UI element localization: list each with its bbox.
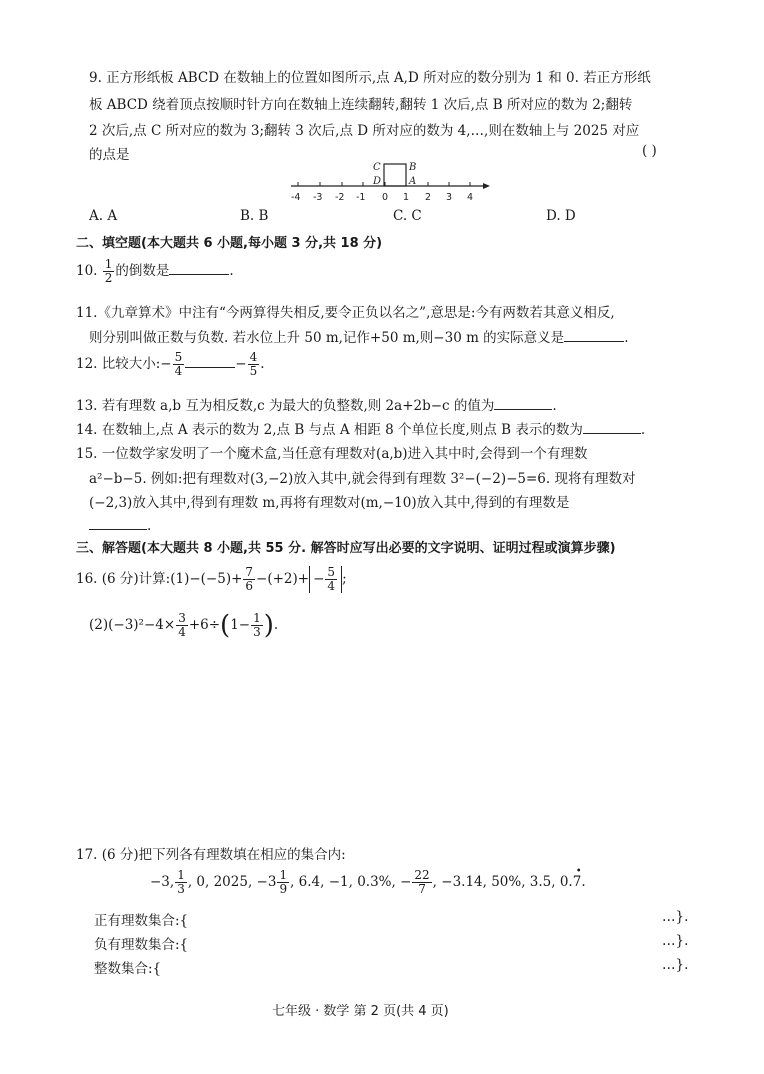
section-2-heading: 二、填空题(本大题共 6 小题,每小题 3 分,共 18 分) (76, 236, 383, 251)
tick-label: -4 (291, 192, 301, 203)
answer-blank[interactable] (169, 260, 229, 275)
tick-label: -3 (313, 192, 323, 203)
set-positive-end: …}. (662, 909, 689, 925)
tick-label: 4 (467, 192, 474, 203)
fraction: $\frac{1}{2}$ (104, 257, 113, 285)
tick-label: -2 (335, 192, 345, 203)
fraction: $\frac{3}{4}$ (178, 611, 186, 639)
label-B: B (409, 162, 417, 173)
q11-line2: 则分别叫做正数与负数. 若水位上升 50 m,记作+50 m,则−30 m 的实际意义是 . (89, 326, 628, 346)
number-line-figure (285, 160, 495, 206)
set-integer-input[interactable] (190, 957, 650, 973)
q9-line1: 9. 正方形纸板 ABCD 在数轴上的位置如图所示,点 A,D 所对应的数分别为 1 和 0. 若正方形纸 (89, 70, 651, 86)
q9-answer-bracket: ( ) (642, 143, 657, 159)
answer-blank[interactable] (494, 395, 552, 410)
q16-part1: 16. (6 分)计算:(1)−(−5)+ $\frac{7}{6}$ −(+2)+ − $\frac{5}{4}$ ; (76, 565, 347, 593)
arrow-right-icon (483, 183, 490, 189)
q11-line1: 11.《九章算术》中注有“今两算得失相反,要令正负以名之”,意思是:今有两数若其意义相反, (76, 305, 615, 321)
q15-line2: a²−b−5. 例如:把有理数对(3,−2)放入其中,就会得到有理数 3²−(−2)−5=6. 现将有理数对 (89, 471, 636, 487)
answer-blank[interactable] (564, 327, 624, 342)
q14: 14. 在数轴上,点 A 表示的数为 2,点 B 与点 A 相距 8 个单位长度,则点 B 表示的数为 . (76, 418, 645, 438)
repeating-digit: 7 • (572, 866, 582, 890)
tick-label: 1 (403, 192, 410, 203)
q9-line4: 的点是 (89, 147, 130, 163)
page-footer: 七年级 · 数学 第 2 页(共 4 页) (272, 1004, 449, 1019)
q15-line3: (−2,3)放入其中,得到有理数 m,再将有理数对(m,−10)放入其中,得到的有理数是 (89, 495, 570, 511)
tick-label: 3 (446, 192, 453, 203)
q13: 13. 若有理数 a,b 互为相反数,c 为最大的负整数,则 2a+2b−c 的值为 . (76, 394, 557, 414)
fraction: $\frac{22}{7}$ (414, 868, 430, 896)
q9-line2: 板 ABCD 绕着顶点按顺时针方向在数轴上连续翻转,翻转 1 次后,点 B 所对应的数为 2;翻转 (89, 97, 633, 113)
q15-line1: 15. 一位数学家发明了一个魔术盒,当任意有理数对(a,b)进入其中时,会得到一个有理数 (76, 446, 588, 462)
fraction: $\frac{1}{3}$ (177, 868, 185, 896)
set-positive-input[interactable] (215, 909, 655, 925)
section-3-heading: 三、解答题(本大题共 8 小题,共 55 分. 解答时应写出必要的文字说明、证明过程或演算步骤) (76, 541, 616, 556)
label-C: C (373, 162, 381, 173)
answer-blank[interactable] (89, 515, 147, 530)
q10: 10. $\frac{1}{2}$ 的倒数是 . (76, 257, 234, 285)
q17-prompt: 17. (6 分)把下列各有理数填在相应的集合内: (76, 847, 346, 863)
answer-blank[interactable] (583, 419, 641, 434)
option-a: A. A (89, 208, 118, 224)
option-b: B. B (240, 208, 269, 224)
label-D: D (373, 176, 382, 187)
tick-label: -1 (356, 192, 366, 203)
tick-label: 0 (382, 192, 389, 203)
q9-line3: 2 次后,点 C 所对应的数为 3;翻转 3 次后,点 D 所对应的数为 4,…,则在数轴上与 2025 对应 (89, 123, 640, 139)
tick-label: 2 (425, 192, 432, 203)
option-c: C. C (393, 208, 422, 224)
q12: 12. 比较大小:− $\frac{5}{4}$ − $\frac{4}{5}$ . (76, 350, 265, 378)
answer-blank[interactable] (185, 353, 235, 368)
fraction: $\frac{1}{9}$ (279, 868, 288, 896)
fraction: $\frac{4}{5}$ (249, 350, 258, 378)
fraction: $\frac{1}{3}$ (253, 611, 261, 639)
label-A: A (409, 176, 417, 187)
q16-part2: (2)(−3)²−4× $\frac{3}{4}$ +6÷(1− $\frac{1}{3}$ ). (89, 610, 279, 641)
set-positive-label: 正有理数集合:{ (94, 913, 189, 929)
set-integer-label: 整数集合:{ (94, 961, 162, 977)
set-integer-end: …}. (662, 957, 689, 973)
set-negative-label: 负有理数集合:{ (94, 937, 189, 953)
absolute-value: − $\frac{5}{4}$ (309, 566, 342, 593)
q17-number-list: −3, $\frac{1}{3}$ , 0, 2025, −3 $\frac{1}{9}$ , 6.4, −1, 0.3%, − $\frac{22}{7}$ , −3.14, 50%, 3.5, 0.7 • . (150, 866, 586, 896)
fraction: $\frac{5}{4}$ (174, 350, 183, 378)
set-negative-input[interactable] (215, 933, 655, 949)
square-abcd (384, 164, 406, 186)
set-negative-end: …}. (662, 933, 689, 949)
fraction: $\frac{7}{6}$ (245, 565, 254, 593)
q15-line4: . (89, 515, 151, 534)
option-d: D. D (546, 208, 576, 224)
